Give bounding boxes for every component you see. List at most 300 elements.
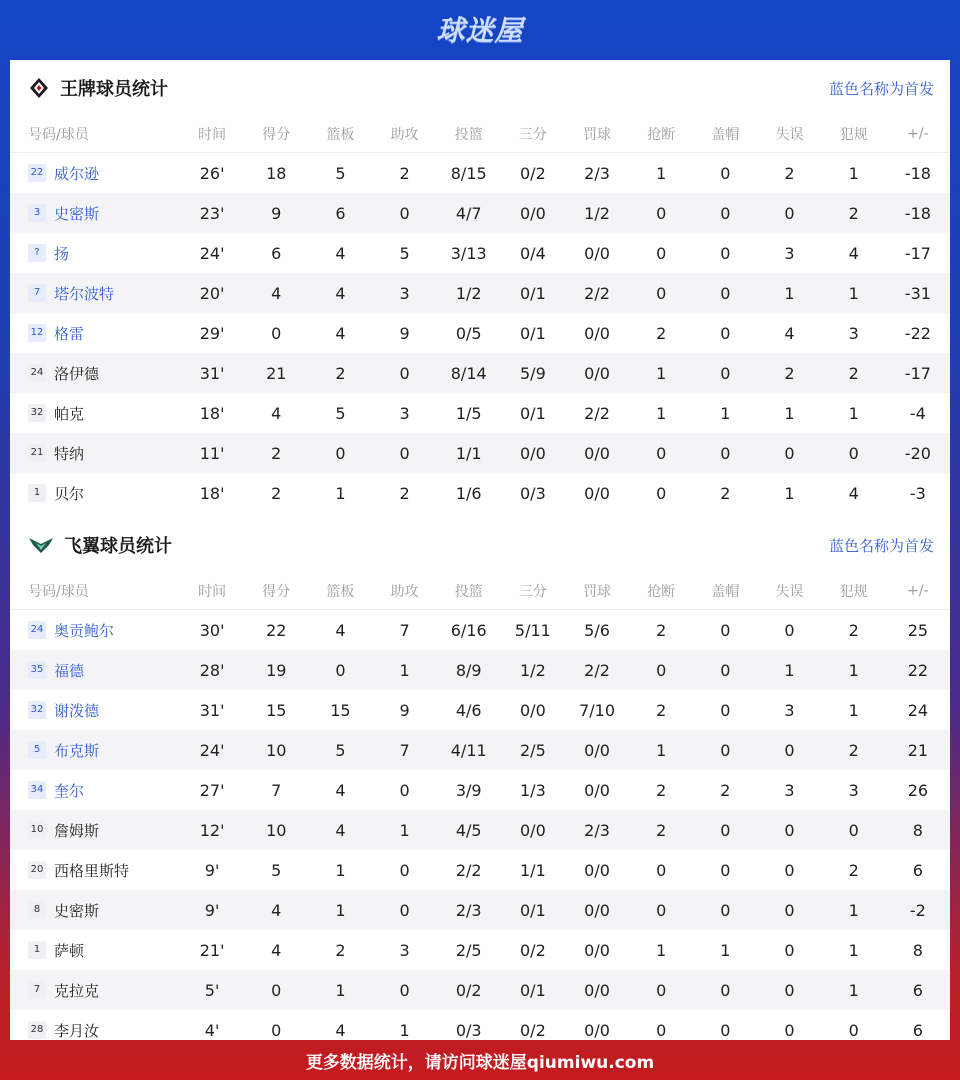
- column-header[interactable]: 号码/球员: [10, 116, 180, 153]
- stat-cell: -3: [909, 483, 926, 503]
- stat-cell: 0/1: [501, 890, 565, 930]
- jersey-number: 8: [28, 901, 46, 919]
- stat-cell: 0/0: [584, 860, 610, 880]
- stat-cell: 10: [244, 730, 308, 770]
- stat-cell: 2/2: [455, 860, 482, 880]
- stat-cell: 0: [784, 860, 795, 880]
- column-header[interactable]: 篮板: [308, 116, 372, 153]
- team-title: 王牌球员统计: [60, 79, 168, 100]
- stat-cell: 0: [720, 1020, 731, 1040]
- player-name[interactable]: 帕克: [54, 404, 85, 423]
- stat-cell: 0/2: [437, 970, 501, 1010]
- player-name[interactable]: 李月汝: [54, 1021, 100, 1040]
- stat-cell: 1: [757, 273, 821, 313]
- player-cell: [10, 433, 180, 473]
- player-cell: [10, 890, 180, 930]
- stat-cell: 3: [784, 700, 795, 720]
- stat-cell: 0: [244, 970, 308, 1010]
- stat-cell: -18: [886, 193, 950, 233]
- stat-cell: 2: [822, 193, 886, 233]
- player-cell: [10, 313, 180, 353]
- stat-cell: 4: [271, 940, 282, 960]
- stat-cell: 3/9: [455, 780, 482, 800]
- stat-cell: 2: [335, 940, 346, 960]
- stat-cell: 18': [199, 403, 225, 423]
- stat-cell: 0: [720, 620, 731, 640]
- stat-cell: 15: [330, 700, 351, 720]
- jersey-number: 28: [28, 1021, 46, 1039]
- player-name[interactable]: 洛伊德: [54, 364, 100, 383]
- stat-cell: 0/2: [520, 1020, 546, 1040]
- stat-cell: 0: [693, 433, 757, 473]
- column-header[interactable]: 时间: [180, 116, 244, 153]
- player-row[interactable]: [10, 930, 950, 970]
- player-cell: [10, 650, 180, 690]
- stat-cell: 2: [822, 353, 886, 393]
- jersey-number: 7: [28, 284, 46, 302]
- column-header[interactable]: 得分: [244, 573, 308, 610]
- column-header[interactable]: 时间: [180, 573, 244, 610]
- player-name[interactable]: 福德: [54, 661, 85, 680]
- stat-cell: 26: [907, 780, 929, 800]
- column-header[interactable]: 投篮: [437, 573, 501, 610]
- jersey-number: 24: [28, 364, 46, 382]
- stat-cell: 4: [335, 620, 346, 640]
- stat-cell: 8: [912, 940, 923, 960]
- column-header[interactable]: 得分: [244, 116, 308, 153]
- stat-cell: 6: [271, 243, 282, 263]
- stat-cell: -20: [886, 433, 950, 473]
- player-row[interactable]: [10, 393, 950, 433]
- jersey-number: 5: [28, 741, 46, 759]
- player-name[interactable]: 奎尔: [54, 781, 85, 800]
- column-header[interactable]: 犯规: [822, 116, 886, 153]
- stat-cell: 8/14: [437, 353, 501, 393]
- stat-cell: 0: [629, 193, 693, 233]
- stat-cell: 0/2: [520, 163, 546, 183]
- stat-cell: 1: [757, 650, 821, 690]
- stat-cell: 5: [308, 730, 372, 770]
- stat-cell: 1: [848, 700, 859, 720]
- stat-cell: 4: [244, 890, 308, 930]
- stat-cell: 0: [822, 433, 886, 473]
- player-row[interactable]: [10, 890, 950, 930]
- player-cell: [10, 393, 180, 433]
- stat-cell: 0: [271, 323, 282, 343]
- player-name[interactable]: 扬: [54, 244, 70, 263]
- stat-cell: 0: [784, 620, 795, 640]
- stat-cell: 20': [180, 273, 244, 313]
- team-section-1: [10, 517, 950, 1050]
- stat-cell: 0: [629, 890, 693, 930]
- stat-cell: 5: [399, 243, 410, 263]
- stat-cell: 1: [656, 163, 667, 183]
- stat-cell: 24': [180, 730, 244, 770]
- column-header[interactable]: 号码/球员: [10, 573, 180, 610]
- stat-cell: 0: [399, 860, 410, 880]
- column-header[interactable]: 三分: [501, 116, 565, 153]
- player-row[interactable]: [10, 770, 950, 810]
- player-row[interactable]: [10, 433, 950, 473]
- stat-cell: 0/2: [520, 940, 546, 960]
- stat-cell: 8/9: [437, 650, 501, 690]
- player-cell: [10, 810, 180, 850]
- stat-cell: 1: [720, 403, 731, 423]
- column-header[interactable]: 盖帽: [693, 573, 757, 610]
- stat-cell: 1: [308, 970, 372, 1010]
- stat-cell: 4: [335, 323, 346, 343]
- player-cell: [10, 690, 180, 730]
- stat-cell: 1/1: [437, 433, 501, 473]
- player-cell: [10, 473, 180, 513]
- player-name[interactable]: 威尔逊: [54, 164, 100, 183]
- player-name[interactable]: 西格里斯特: [54, 861, 130, 880]
- stat-cell: 27': [199, 780, 225, 800]
- stat-cell: 1: [822, 273, 886, 313]
- player-row[interactable]: [10, 610, 950, 651]
- stat-cell: 28': [180, 650, 244, 690]
- stat-cell: 0/1: [520, 323, 546, 343]
- stat-cell: 6: [912, 1020, 923, 1040]
- stat-cell: 2: [848, 860, 859, 880]
- stat-cell: 0/0: [501, 193, 565, 233]
- stat-cell: 5: [271, 860, 282, 880]
- stat-cell: 26': [199, 163, 225, 183]
- column-header[interactable]: 盖帽: [693, 116, 757, 153]
- stat-cell: 2: [399, 483, 410, 503]
- aces-logo-icon: [28, 77, 50, 99]
- stats-table: [10, 573, 950, 1050]
- stat-cell: 22: [266, 620, 287, 640]
- player-row[interactable]: [10, 690, 950, 730]
- stat-cell: 1/5: [455, 403, 482, 423]
- player-cell: [10, 930, 180, 970]
- stat-cell: 0: [693, 353, 757, 393]
- stat-cell: 0: [822, 810, 886, 850]
- stat-cell: 0: [693, 890, 757, 930]
- stat-cell: 0/0: [565, 433, 629, 473]
- column-header[interactable]: 失误: [757, 116, 821, 153]
- stat-cell: 11': [180, 433, 244, 473]
- stat-cell: 0/0: [501, 810, 565, 850]
- player-name[interactable]: 谢泼德: [54, 701, 100, 720]
- player-name[interactable]: 史密斯: [54, 901, 100, 920]
- stat-cell: 2: [271, 483, 282, 503]
- player-row[interactable]: [10, 153, 950, 194]
- stat-cell: 9': [180, 890, 244, 930]
- stat-cell: 0: [308, 433, 372, 473]
- column-header[interactable]: 失误: [757, 573, 821, 610]
- stat-cell: 0/0: [584, 483, 610, 503]
- stat-cell: 2/3: [584, 163, 610, 183]
- wings-logo-icon: [28, 535, 54, 555]
- starter-note: 蓝色名称为首发: [828, 79, 934, 98]
- stat-cell: -31: [886, 273, 950, 313]
- player-row[interactable]: [10, 650, 950, 690]
- jersey-number: 35: [28, 661, 46, 679]
- player-name[interactable]: 格雷: [54, 324, 85, 343]
- stat-cell: 2: [848, 620, 859, 640]
- stat-cell: -17: [886, 353, 950, 393]
- stat-cell: 2: [399, 163, 410, 183]
- stat-cell: 0/0: [520, 700, 546, 720]
- stat-cell: 5/9: [501, 353, 565, 393]
- stat-cell: 4: [308, 273, 372, 313]
- jersey-number: 1: [28, 484, 46, 502]
- stat-cell: 0: [372, 193, 436, 233]
- stat-cell: 0: [848, 1020, 859, 1040]
- stat-cell: 15: [266, 700, 287, 720]
- jersey-number: 12: [28, 324, 46, 342]
- stat-cell: 21: [244, 353, 308, 393]
- player-row[interactable]: [10, 233, 950, 273]
- stat-cell: 1: [372, 650, 436, 690]
- column-header[interactable]: 助攻: [372, 116, 436, 153]
- stat-cell: 1: [372, 810, 436, 850]
- stat-cell: 0: [757, 810, 821, 850]
- player-name[interactable]: 史密斯: [54, 204, 100, 223]
- stat-cell: 1: [784, 483, 795, 503]
- stat-cell: 2/5: [501, 730, 565, 770]
- column-header[interactable]: 犯规: [822, 573, 886, 610]
- stat-cell: 1/1: [520, 860, 546, 880]
- column-header[interactable]: 抢断: [629, 573, 693, 610]
- stat-cell: 1: [822, 890, 886, 930]
- jersey-number: ?: [28, 244, 46, 262]
- player-row[interactable]: [10, 353, 950, 393]
- stat-cell: 3: [784, 243, 795, 263]
- stat-cell: 1/6: [455, 483, 482, 503]
- stat-cell: 1: [784, 403, 795, 423]
- stat-cell: -2: [886, 890, 950, 930]
- stat-cell: 0: [629, 650, 693, 690]
- jersey-number: 7: [28, 981, 46, 999]
- section-header: [10, 517, 950, 573]
- player-name[interactable]: 特纳: [54, 444, 85, 463]
- stat-cell: 1/2: [501, 650, 565, 690]
- brand-logo: 球迷屋: [436, 14, 524, 47]
- stat-cell: 0: [656, 243, 667, 263]
- stat-cell: 0: [629, 433, 693, 473]
- stat-cell: 1: [335, 483, 346, 503]
- player-cell: [10, 233, 180, 273]
- stat-cell: 0: [271, 1020, 282, 1040]
- stat-cell: 0: [693, 730, 757, 770]
- player-name[interactable]: 布克斯: [54, 741, 100, 760]
- player-row[interactable]: [10, 730, 950, 770]
- stat-cell: 2: [308, 353, 372, 393]
- stat-cell: 2: [656, 700, 667, 720]
- stat-cell: 4: [244, 273, 308, 313]
- stat-cell: 0/5: [455, 323, 482, 343]
- footer-link[interactable]: 更多数据统计，请访问球迷屋qiumiwu.com: [305, 1052, 655, 1073]
- stat-cell: 1: [656, 940, 667, 960]
- stat-cell: 0: [372, 970, 436, 1010]
- stat-cell: 25: [907, 620, 929, 640]
- jersey-number: 10: [28, 821, 46, 839]
- stat-cell: 1: [848, 403, 859, 423]
- stat-cell: 0/1: [501, 970, 565, 1010]
- stat-cell: 9: [399, 323, 410, 343]
- stat-cell: -17: [904, 243, 931, 263]
- stat-cell: -18: [904, 163, 931, 183]
- jersey-number: 20: [28, 861, 46, 879]
- stat-cell: 3: [372, 273, 436, 313]
- player-cell: [10, 730, 180, 770]
- starter-note: 蓝色名称为首发: [828, 536, 934, 555]
- stat-cell: 1: [656, 403, 667, 423]
- stat-cell: 0: [784, 1020, 795, 1040]
- stat-cell: 3: [399, 403, 410, 423]
- stat-cell: 0: [720, 700, 731, 720]
- stat-cell: 5/6: [584, 620, 610, 640]
- stat-cell: 0: [629, 273, 693, 313]
- player-name[interactable]: 詹姆斯: [54, 821, 100, 840]
- stat-cell: 7: [399, 620, 410, 640]
- player-cell: [10, 610, 180, 651]
- stat-cell: 1: [629, 730, 693, 770]
- stat-cell: 29': [199, 323, 225, 343]
- stat-cell: 9: [399, 700, 410, 720]
- stat-cell: 2: [720, 780, 731, 800]
- stat-cell: 2/2: [565, 273, 629, 313]
- column-header[interactable]: 罚球: [565, 573, 629, 610]
- stat-cell: 4: [848, 483, 859, 503]
- stat-cell: 0: [656, 483, 667, 503]
- stat-cell: 0/0: [584, 780, 610, 800]
- stat-cell: 0/0: [584, 323, 610, 343]
- column-header[interactable]: 三分: [501, 573, 565, 610]
- stat-cell: 21': [199, 940, 225, 960]
- stat-cell: 2: [720, 483, 731, 503]
- stat-cell: 1: [629, 353, 693, 393]
- stat-cell: 4/6: [455, 700, 482, 720]
- column-header-row: [10, 573, 950, 610]
- stat-cell: 4': [204, 1020, 220, 1040]
- player-name[interactable]: 贝尔: [54, 484, 85, 503]
- stat-cell: 1: [848, 163, 859, 183]
- stat-cell: 0: [693, 273, 757, 313]
- stats-table: [10, 116, 950, 513]
- stat-cell: 0/0: [501, 433, 565, 473]
- stat-cell: 0/0: [584, 940, 610, 960]
- jersey-number: 34: [28, 781, 46, 799]
- player-cell: [10, 353, 180, 393]
- stat-cell: 0: [399, 780, 410, 800]
- stat-cell: 0: [308, 650, 372, 690]
- player-row[interactable]: [10, 313, 950, 353]
- stat-cell: 0: [757, 890, 821, 930]
- stat-cell: 22: [886, 650, 950, 690]
- stat-cell: 2/2: [565, 650, 629, 690]
- player-name[interactable]: 克拉克: [54, 981, 100, 1000]
- section-header: [10, 60, 950, 116]
- stat-cell: 1: [335, 860, 346, 880]
- stat-cell: 1: [399, 1020, 410, 1040]
- stat-cell: 7/10: [579, 700, 615, 720]
- stat-cell: 4/5: [437, 810, 501, 850]
- column-header[interactable]: +/-: [886, 116, 950, 153]
- team-sections: [10, 60, 950, 1050]
- stat-cell: 0: [784, 940, 795, 960]
- stat-cell: 0: [693, 650, 757, 690]
- player-row[interactable]: [10, 193, 950, 233]
- stat-cell: 0/0: [565, 730, 629, 770]
- player-row[interactable]: [10, 970, 950, 1010]
- stat-cell: 0: [693, 970, 757, 1010]
- stat-cell: 10: [244, 810, 308, 850]
- stat-cell: 3: [399, 940, 410, 960]
- column-header[interactable]: +/-: [886, 573, 950, 610]
- stat-cell: 1: [308, 890, 372, 930]
- jersey-number: 32: [28, 404, 46, 422]
- stat-cell: 0: [372, 433, 436, 473]
- stat-cell: -22: [904, 323, 931, 343]
- player-row[interactable]: [10, 810, 950, 850]
- column-header[interactable]: 罚球: [565, 116, 629, 153]
- jersey-number: 21: [28, 444, 46, 462]
- player-name[interactable]: 塔尔波特: [54, 284, 115, 303]
- player-name[interactable]: 奥贡鲍尔: [54, 621, 115, 640]
- player-row[interactable]: [10, 273, 950, 313]
- column-header[interactable]: 投篮: [437, 116, 501, 153]
- stat-cell: 2/2: [584, 403, 610, 423]
- player-cell: [10, 273, 180, 313]
- stat-cell: 3: [848, 323, 859, 343]
- stat-cell: 1/3: [520, 780, 546, 800]
- stat-cell: 18: [266, 163, 287, 183]
- stat-cell: 3: [784, 780, 795, 800]
- stat-cell: 4: [308, 810, 372, 850]
- player-row[interactable]: [10, 473, 950, 513]
- stat-cell: 2/3: [437, 890, 501, 930]
- player-name[interactable]: 萨顿: [54, 941, 85, 960]
- team-heading: [28, 532, 172, 558]
- stat-cell: 0: [720, 163, 731, 183]
- stat-cell: 1: [822, 650, 886, 690]
- stat-cell: 1: [720, 940, 731, 960]
- stat-cell: 2/3: [565, 810, 629, 850]
- column-header[interactable]: 助攻: [372, 573, 436, 610]
- jersey-number: 22: [28, 164, 46, 182]
- stats-panel: [10, 60, 950, 1040]
- stat-cell: 2: [656, 323, 667, 343]
- stat-cell: 2/5: [455, 940, 482, 960]
- stat-cell: 1/2: [437, 273, 501, 313]
- stat-cell: 0/3: [520, 483, 546, 503]
- stat-cell: 30': [199, 620, 225, 640]
- stat-cell: 24: [907, 700, 929, 720]
- stat-cell: 0: [757, 193, 821, 233]
- stat-cell: 4: [784, 323, 795, 343]
- stat-cell: 5: [335, 403, 346, 423]
- stat-cell: 2: [784, 163, 795, 183]
- stat-cell: 6: [912, 860, 923, 880]
- stat-cell: 2: [757, 353, 821, 393]
- column-header[interactable]: 抢断: [629, 116, 693, 153]
- stat-cell: 9: [244, 193, 308, 233]
- stat-cell: 6: [308, 193, 372, 233]
- stat-cell: 31': [180, 353, 244, 393]
- stat-cell: 2: [822, 730, 886, 770]
- stat-cell: 0/0: [565, 353, 629, 393]
- jersey-number: 1: [28, 941, 46, 959]
- jersey-number: 32: [28, 701, 46, 719]
- player-row[interactable]: [10, 850, 950, 890]
- stat-cell: 4: [335, 780, 346, 800]
- column-header[interactable]: 篮板: [308, 573, 372, 610]
- stat-cell: 0: [372, 353, 436, 393]
